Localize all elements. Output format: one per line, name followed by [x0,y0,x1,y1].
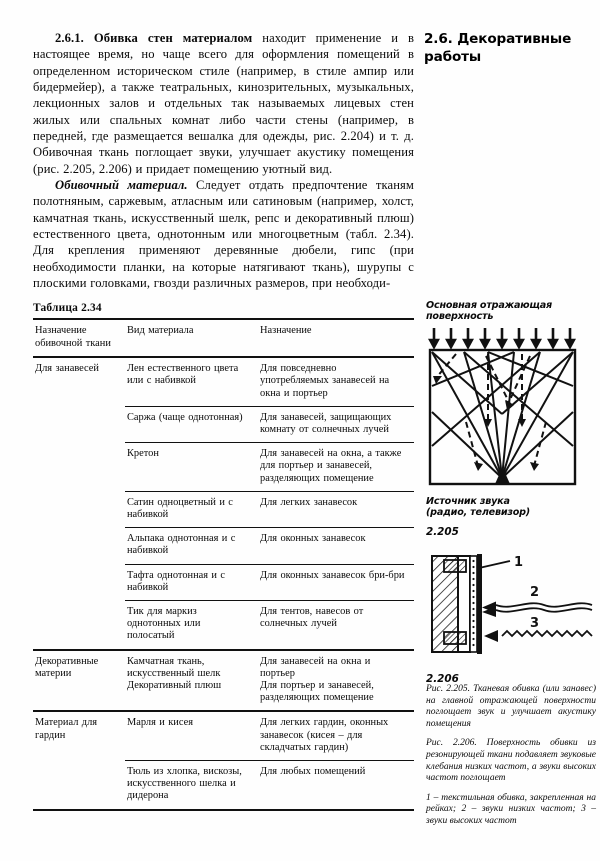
paragraph-2 [33,177,414,291]
cell-material: Тик для маркиз однотонных или полосатый [125,601,258,650]
cell-purpose-line-1: Для занавесей на окна и портьер [260,655,371,679]
table-2-34-container [33,302,414,811]
figure-2-205-bottom-label [426,496,596,519]
cell-material [125,650,258,712]
table-2-34 [33,318,414,811]
table-header-row [33,319,414,357]
paragraph-1 [33,30,414,177]
cell-purpose: Для легких занавесок [258,491,414,527]
section-heading: 2.6. Декоративные работы [424,31,572,65]
cell-purpose: Для оконных занавесок бри-бри [258,564,414,600]
figure-2-205 [426,300,596,538]
cell-material: Тафта однотонная и с набивкой [125,564,258,600]
table-body [33,357,414,810]
figure-2-205-bottom-label-line-1: Источник звука [426,495,510,507]
cell-material-line-2: Декоративный плюш [127,680,222,692]
cell-material: Тюль из хлопка, вискозы, искусственного шелка и дидерона [125,761,258,810]
cell-category: Декоративные материи [33,650,125,712]
cell-material: Альпака однотонная и с набивкой [125,528,258,564]
table-row [33,711,414,760]
figure-2-206-callout-2: 2 [530,585,540,600]
paragraph-1-lead: 2.6.1. Обивка стен материалом [55,31,253,45]
cell-purpose: Для легких гардин, оконных занавесок (кисея – для складчатых гардин) [258,711,414,760]
figure-caption-2-206: Рис. 2.206. Поверхность обивки из резонирующей ткани подавляет звуковые клебания низких частот, а звуки высоких частот поглощает [426,738,596,784]
column-header-category: Назначение обивочной ткани [35,325,111,349]
figure-2-206-callout-3: 3 [530,616,540,631]
cell-purpose: Для повседневно употребляемых занавесей на окна и портьер [260,363,390,399]
cell-material-line-1: Камчатная ткань, искусственный шелк [127,655,221,679]
figure-caption-2-205: Рис. 2.205. Тканевая обивка (или занавес) на главной отражающей поверхности поглощает звук и улучшает акустику помещения [426,684,596,729]
figure-legend-2-206: 1 – текстильная обивка, закрепленная на рейках; 2 – звуки низких частот; 3 – звуки высоких частот [426,792,596,826]
figure-2-205-top-label: Основная отражающая поверхность [426,300,553,323]
cell-material: Кретон [125,443,258,492]
cell-purpose: Для занавесей, защищающих комнату от солнечных лучей [258,406,414,442]
paragraph-2-lead: Обивочный материал. [55,178,188,193]
cell-purpose: Для оконных занавесок [258,528,414,564]
table-head [33,319,414,357]
cell-category: Для занавесей [35,363,99,375]
cell-category: Материал для гардин [33,711,125,809]
table-bottom-rule-row [33,810,414,811]
cell-material: Лен естественного цвета или с набивкой [127,363,239,387]
cell-material: Марля и кисея [125,711,258,760]
figure-2-205-bottom-label-line-2: (радио, телевизор) [426,507,530,519]
paragraph-1-text: находит применение и в настоящее время, но чаще всего для оформления помещений в определенном историческом стиле (например, в стиле ампир или бидермейер), а также театральных, кинозрительных, музыкальных, лекционных залов и отдельных так называемых лицевых стен жилых или спальных комнат либо части стены (например, в передней, где размещается вешалка для одежды, рис. 2.204) и т. д. Обивочная ткань поглощает звуки, улучшает акустику помещения (рис. 2.205, 2.206) и придает помещению уютный вид. [33,31,414,176]
figure-2-205-number: 2.205 [426,525,459,538]
figure-captions [426,684,596,828]
column-header-material: Вид материала [127,325,194,336]
figure-2-206-number: 2.206 [426,673,459,685]
cell-purpose-line-2: Для портьер и занавесей, разделяющих помещение [260,680,374,704]
table-row [33,650,414,712]
cell-material: Сатин одноцветный и с набивкой [125,491,258,527]
figure-2-206 [426,548,596,685]
column-header-purpose: Назначение [260,325,312,336]
sound-reflection-diagram-icon [426,326,596,493]
main-text-column [33,30,414,292]
paragraph-2-text: Следует отдать предпочтение тканям полотняным, саржевым, атласным или сатиновым (например, холст, камчатная ткань, искусственный шелк, репс и декоративный плюш) естественного цвета, однотонным или многоцветным (табл. 2.34). Для крепления применяют деревянные дюбели, гипс (при необходимости планки, на которые натягивают ткань), шурупы с плоскими головками, гвозди различных размеров, при необходи- [33,178,414,291]
cell-purpose: Для тентов, навесов от солнечных лучей [258,601,414,650]
cell-purpose [258,650,414,712]
table-caption: Таблица 2.34 [33,302,102,314]
figure-2-206-callout-1: 1 [514,555,524,570]
cell-purpose: Для любых помещений [258,761,414,810]
cell-material: Саржа (чаще однотонная) [125,406,258,442]
wall-upholstery-diagram-icon [426,548,596,671]
cell-purpose: Для занавесей на окна, а также для портьер и занавесей, разделяющих помещение [258,443,414,492]
table-row [33,357,414,406]
